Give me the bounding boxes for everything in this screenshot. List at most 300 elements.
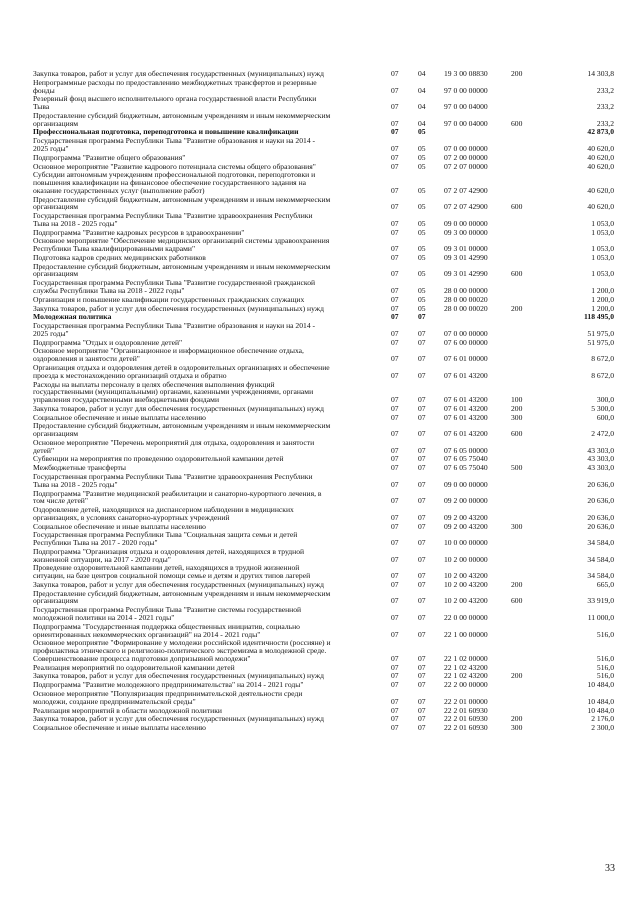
table-row xyxy=(0,564,639,580)
amount: 10 484,0 xyxy=(587,680,614,690)
section-code: 07 xyxy=(391,454,399,464)
row-name: Предоставление субсидий бюджетным, автономным учреждениям и иным некоммерческим организациям xyxy=(33,194,331,212)
table-row xyxy=(0,464,639,472)
amount: 40 620,0 xyxy=(587,152,614,162)
target-article-code: 07 6 05 75040 xyxy=(444,463,488,473)
amount: 34 584,0 xyxy=(587,538,614,548)
table-row xyxy=(0,473,639,489)
target-article-code: 09 3 01 42990 xyxy=(444,253,488,262)
expense-type-code: 200 xyxy=(511,69,523,78)
section-code: 07 xyxy=(391,337,399,347)
amount: 516,0 xyxy=(596,629,614,639)
row-name: Государственная программа Республики Тыва "Развитие системы государственной молодежной политики на 2014 - 2021 годы" xyxy=(33,605,302,623)
row-name: Оздоровление детей, находящихся на диспансерном наблюдении в медицинских организациях, в условиях санаторно-курортных учреждений xyxy=(33,505,294,522)
row-name: Непрограммные расходы по предоставлению межбюджетных трансфертов и резервные фонды xyxy=(33,77,317,95)
target-article-code: 07 6 01 43200 xyxy=(444,395,488,405)
row-name: Государственная программа Республики Тыва "Развитие здравоохранения Республики Тыва на 2018 - 2025 годы" xyxy=(33,211,313,228)
target-article-code: 22 2 01 60930 xyxy=(444,705,488,715)
target-article-code: 22 1 02 43200 xyxy=(444,671,488,681)
table-row xyxy=(0,296,639,304)
table-row xyxy=(0,137,639,153)
amount: 2 472,0 xyxy=(591,429,614,439)
row-name: Организация отдыха и оздоровления детей в оздоровительных организациях и обеспечение проезда к местонахождению организаций отдыха и обратно xyxy=(33,362,330,380)
subsection-code: 07 xyxy=(418,538,426,548)
section-code: 07 xyxy=(391,294,399,304)
subsection-code: 07 xyxy=(418,445,426,455)
target-article-code: 07 6 05 75040 xyxy=(444,454,488,464)
table-row xyxy=(0,681,639,689)
subsection-code: 07 xyxy=(418,328,426,338)
row-name: Основное мероприятие "Организационное и информационное обеспечение отдыха, оздоровления и занятости детей" xyxy=(33,346,304,364)
target-article-code: 97 0 00 04000 xyxy=(444,102,488,112)
row-name: Реализация мероприятий в области молодежной политики xyxy=(33,705,222,715)
row-name: Предоставление субсидий бюджетным, автономным учреждениям и иным некоммерческим организациям xyxy=(33,110,331,128)
amount: 516,0 xyxy=(596,653,614,663)
target-article-code: 09 3 01 00000 xyxy=(444,244,488,254)
target-article-code: 10 2 00 43200 xyxy=(444,571,488,581)
section-code: 07 xyxy=(391,286,399,296)
section-code: 07 xyxy=(391,253,399,262)
row-name: Подпрограмма "Организация отдыха и оздоровления детей, находящихся в трудной жизненной ситуации, на 2017 - 2020 годы" xyxy=(33,546,305,564)
subsection-code: 07 xyxy=(418,312,426,322)
target-article-code: 22 1 02 43200 xyxy=(444,662,488,672)
subsection-code: 07 xyxy=(418,705,426,715)
table-row xyxy=(0,623,639,639)
subsection-code: 07 xyxy=(418,403,426,413)
row-name: Организация и повышение квалификации государственных гражданских служащих xyxy=(33,294,305,304)
target-article-code: 22 2 01 60930 xyxy=(444,723,488,732)
expense-type-code: 200 xyxy=(511,714,523,724)
section-code: 07 xyxy=(391,354,399,364)
table-row xyxy=(0,254,639,262)
subsection-code: 05 xyxy=(418,303,426,313)
row-name: Социальное обеспечение и иные выплаты населению xyxy=(33,412,206,422)
target-article-code: 10 2 00 43200 xyxy=(444,580,488,589)
amount: 40 620,0 xyxy=(587,202,614,212)
subsection-code: 07 xyxy=(418,662,426,672)
row-name: Субсидии автономным учреждениям профессиональной подготовки, переподготовки и повышения квалификации на финансовое обеспечение государственного задания на оказание государственных услуг (выполнение работ) xyxy=(33,170,316,195)
table-row xyxy=(0,196,639,212)
subsection-code: 05 xyxy=(418,218,426,228)
row-name: Молодежная политика xyxy=(33,312,112,322)
table-row xyxy=(0,490,639,506)
table-row xyxy=(0,672,639,680)
amount: 1 053,0 xyxy=(591,244,614,254)
amount: 51 975,0 xyxy=(587,328,614,338)
section-code: 07 xyxy=(391,496,399,506)
row-name: Основное мероприятие "Перечень мероприятий для отдыха, оздоровления и занятости детей" xyxy=(33,437,315,455)
subsection-code: 07 xyxy=(418,337,426,347)
row-name: Подпрограмма "Развитие молодежного предпринимательства" на 2014 - 2021 годы" xyxy=(33,680,304,690)
table-row xyxy=(0,422,639,438)
subsection-code: 07 xyxy=(418,479,426,489)
amount: 1 053,0 xyxy=(591,269,614,279)
section-code: 07 xyxy=(391,127,399,137)
expense-type-code: 600 xyxy=(511,118,523,128)
table-row xyxy=(0,322,639,338)
subsection-code: 07 xyxy=(418,629,426,639)
amount: 43 303,0 xyxy=(587,463,614,473)
row-name: Подпрограмма "Развитие кадровых ресурсов в здравоохранении" xyxy=(33,227,245,237)
amount: 8 672,0 xyxy=(591,354,614,364)
amount: 20 636,0 xyxy=(587,479,614,489)
subsection-code: 05 xyxy=(418,244,426,254)
subsection-code: 07 xyxy=(418,412,426,422)
amount: 10 484,0 xyxy=(587,705,614,715)
target-article-code: 07 6 01 43200 xyxy=(444,412,488,422)
section-code: 07 xyxy=(391,479,399,489)
subsection-code: 07 xyxy=(418,512,426,522)
target-article-code: 07 0 00 00000 xyxy=(444,328,488,338)
subsection-code: 04 xyxy=(418,69,426,78)
row-name: Основное мероприятие "Обеспечение медицинских организаций системы здравоохранения Республики Тыва квалифицированными кадрами" xyxy=(33,236,330,254)
amount: 34 584,0 xyxy=(587,571,614,581)
row-name: Подпрограмма "Развитие медицинской реабилитации и санаторно-курортного лечения, в том числе детей" xyxy=(33,488,322,506)
target-article-code: 09 3 00 00000 xyxy=(444,227,488,237)
subsection-code: 07 xyxy=(418,714,426,724)
target-article-code: 22 2 00 00000 xyxy=(444,680,488,690)
target-article-code: 09 0 00 00000 xyxy=(444,218,488,228)
amount: 118 495,0 xyxy=(584,312,614,322)
table-row xyxy=(0,70,639,78)
table-row xyxy=(0,313,639,321)
expense-type-code: 200 xyxy=(511,671,523,681)
subsection-code: 07 xyxy=(418,554,426,564)
amount: 40 620,0 xyxy=(587,185,614,195)
subsection-code: 07 xyxy=(418,496,426,506)
row-name: Закупка товаров, работ и услуг для обеспечения государственных (муниципальных) нужд xyxy=(33,69,324,78)
subsection-code: 07 xyxy=(418,571,426,581)
table-row xyxy=(0,263,639,279)
row-name: Подготовка кадров средних медицинских работников xyxy=(33,253,206,262)
target-article-code: 22 1 00 00000 xyxy=(444,629,488,639)
expense-type-code: 200 xyxy=(511,403,523,413)
table-row xyxy=(0,414,639,422)
target-article-code: 22 2 01 60930 xyxy=(444,714,488,724)
table-row xyxy=(0,381,639,404)
amount: 1 053,0 xyxy=(591,218,614,228)
target-article-code: 07 2 07 42900 xyxy=(444,185,488,195)
subsection-code: 05 xyxy=(418,202,426,212)
amount: 33 919,0 xyxy=(587,596,614,606)
amount: 1 053,0 xyxy=(591,253,614,262)
expense-type-code: 100 xyxy=(511,395,523,405)
table-row xyxy=(0,237,639,253)
target-article-code: 10 2 00 00000 xyxy=(444,554,488,564)
row-name: Предоставление субсидий бюджетным, автономным учреждениям и иным некоммерческим организациям xyxy=(33,588,331,606)
target-article-code: 09 2 00 43200 xyxy=(444,512,488,522)
subsection-code: 07 xyxy=(418,596,426,606)
row-name: Расходы на выплаты персоналу в целях обеспечения выполнения функций государственными (муниципальными) органами, казенными учреждениями, органами управления государственными внебюджетными фондами xyxy=(33,379,314,405)
target-article-code: 22 1 02 00000 xyxy=(444,653,488,663)
table-row xyxy=(0,548,639,564)
amount: 516,0 xyxy=(596,671,614,681)
expense-type-code: 600 xyxy=(511,596,523,606)
row-name: Государственная программа Республики Тыва "Развитие образования и науки на 2014 - 2025 годы" xyxy=(33,136,316,153)
target-article-code: 09 3 01 42990 xyxy=(444,269,488,279)
subsection-code: 07 xyxy=(418,653,426,663)
table-row xyxy=(0,506,639,522)
table-row xyxy=(0,664,639,672)
subsection-code: 07 xyxy=(418,429,426,439)
section-code: 07 xyxy=(391,429,399,439)
amount: 2 300,0 xyxy=(591,723,614,732)
row-name: Основное мероприятие "Популяризация предпринимательской деятельности среди молодежи, создание предпринимательской среды" xyxy=(33,688,303,706)
expense-type-code: 600 xyxy=(511,269,523,279)
expense-type-code: 300 xyxy=(511,521,523,531)
amount: 51 975,0 xyxy=(587,337,614,347)
target-article-code: 07 2 00 00000 xyxy=(444,152,488,162)
section-code: 07 xyxy=(391,554,399,564)
amount: 1 053,0 xyxy=(591,227,614,237)
section-code: 07 xyxy=(391,445,399,455)
subsection-code: 07 xyxy=(418,613,426,623)
table-row xyxy=(0,639,639,662)
section-code: 07 xyxy=(391,662,399,672)
section-code: 07 xyxy=(391,671,399,681)
target-article-code: 09 0 00 00000 xyxy=(444,479,488,489)
table-row xyxy=(0,163,639,171)
subsection-code: 04 xyxy=(418,118,426,128)
row-name: Государственная программа Республики Тыва "Социальная защита семьи и детей Республики Тыва на 2017 - 2020 годы" xyxy=(33,530,298,548)
table-row xyxy=(0,707,639,715)
section-code: 07 xyxy=(391,680,399,690)
subsection-code: 07 xyxy=(418,463,426,473)
section-code: 07 xyxy=(391,85,399,95)
section-code: 07 xyxy=(391,653,399,663)
target-article-code: 10 2 00 43200 xyxy=(444,596,488,606)
section-code: 07 xyxy=(391,571,399,581)
page-number: 33 xyxy=(605,863,615,874)
subsection-code: 07 xyxy=(418,580,426,589)
subsection-code: 07 xyxy=(418,680,426,690)
row-name: Государственная программа Республики Тыва "Развитие здравоохранения Республики Тыва на 2018 - 2025 годы" xyxy=(33,471,313,489)
table-row xyxy=(0,347,639,363)
table-row xyxy=(0,581,639,589)
amount: 40 620,0 xyxy=(587,161,614,171)
amount: 300,0 xyxy=(596,395,614,405)
amount: 600,0 xyxy=(596,412,614,422)
table-row xyxy=(0,279,639,295)
table-row xyxy=(0,724,639,732)
row-name: Закупка товаров, работ и услуг для обеспечения государственных (муниципальных) нужд xyxy=(33,303,324,313)
section-code: 07 xyxy=(391,202,399,212)
expense-type-code: 200 xyxy=(511,580,523,589)
target-article-code: 28 0 00 00020 xyxy=(444,294,488,304)
row-name: Основное мероприятие "Развитие кадрового потенциала системы общего образования" xyxy=(33,161,316,171)
amount: 20 636,0 xyxy=(587,512,614,522)
table-row xyxy=(0,531,639,547)
target-article-code: 07 6 01 43200 xyxy=(444,403,488,413)
expense-type-code: 600 xyxy=(511,429,523,439)
section-code: 07 xyxy=(391,328,399,338)
target-article-code: 07 0 00 00000 xyxy=(444,143,488,153)
section-code: 07 xyxy=(391,185,399,195)
row-name: Резервный фонд высшего исполнительного органа государственной власти Республики Тыва xyxy=(33,94,317,112)
table-row xyxy=(0,171,639,194)
target-article-code: 07 6 01 43200 xyxy=(444,429,488,439)
subsection-code: 07 xyxy=(418,395,426,405)
subsection-code: 07 xyxy=(418,696,426,706)
row-name: Подпрограмма "Развитие общего образования" xyxy=(33,152,186,162)
amount: 233,2 xyxy=(596,118,614,128)
table-row xyxy=(0,305,639,313)
table-row xyxy=(0,405,639,413)
table-row xyxy=(0,590,639,606)
subsection-code: 05 xyxy=(418,185,426,195)
subsection-code: 07 xyxy=(418,521,426,531)
amount: 40 620,0 xyxy=(587,143,614,153)
section-code: 07 xyxy=(391,227,399,237)
table-row xyxy=(0,455,639,463)
amount: 43 303,0 xyxy=(587,445,614,455)
row-name: Межбюджетные трансферты xyxy=(33,463,126,473)
section-code: 07 xyxy=(391,69,399,78)
expense-type-code: 300 xyxy=(511,723,523,732)
table-row xyxy=(0,364,639,380)
amount: 11 000,0 xyxy=(587,613,614,623)
subsection-code: 05 xyxy=(418,143,426,153)
expense-type-code: 300 xyxy=(511,412,523,422)
subsection-code: 05 xyxy=(418,294,426,304)
target-article-code: 97 0 00 00000 xyxy=(444,85,488,95)
row-name: Субвенции на мероприятия по проведению оздоровительной кампании детей xyxy=(33,454,284,464)
section-code: 07 xyxy=(391,705,399,715)
row-name: Предоставление субсидий бюджетным, автономным учреждениям и иным некоммерческим организациям xyxy=(33,421,331,439)
row-name: Закупка товаров, работ и услуг для обеспечения государственных (муниципальных) нужд xyxy=(33,714,324,724)
target-article-code: 07 6 00 00000 xyxy=(444,337,488,347)
row-name: Социальное обеспечение и иные выплаты населению xyxy=(33,521,206,531)
row-name: Государственная программа Республики Тыва "Развитие государственной гражданской службы Республики Тыва на 2018 - 2022 годы" xyxy=(33,278,316,296)
section-code: 07 xyxy=(391,521,399,531)
section-code: 07 xyxy=(391,580,399,589)
row-name: Социальное обеспечение и иные выплаты населению xyxy=(33,723,206,732)
target-article-code: 07 6 01 43200 xyxy=(444,370,488,380)
amount: 1 200,0 xyxy=(591,303,614,313)
target-article-code: 97 0 00 04000 xyxy=(444,118,488,128)
subsection-code: 05 xyxy=(418,286,426,296)
section-code: 07 xyxy=(391,152,399,162)
section-code: 07 xyxy=(391,714,399,724)
amount: 42 873,0 xyxy=(587,127,614,137)
amount: 10 484,0 xyxy=(587,696,614,706)
section-code: 07 xyxy=(391,596,399,606)
section-code: 07 xyxy=(391,412,399,422)
subsection-code: 05 xyxy=(418,253,426,262)
section-code: 07 xyxy=(391,269,399,279)
section-code: 07 xyxy=(391,244,399,254)
table-row xyxy=(0,154,639,162)
target-article-code: 07 6 05 00000 xyxy=(444,445,488,455)
target-article-code: 07 2 07 00000 xyxy=(444,161,488,171)
section-code: 07 xyxy=(391,395,399,405)
target-article-code: 28 0 00 00020 xyxy=(444,303,488,313)
section-code: 07 xyxy=(391,512,399,522)
subsection-code: 07 xyxy=(418,354,426,364)
row-name: Подпрограмма "Государственная поддержка общественных инициатив, социально ориентированных некоммерческих организаций" на 2014 - 2021 годы" xyxy=(33,621,300,639)
table-row xyxy=(0,606,639,622)
table-row xyxy=(0,715,639,723)
section-code: 07 xyxy=(391,370,399,380)
expense-type-code: 500 xyxy=(511,463,523,473)
amount: 233,2 xyxy=(596,102,614,112)
subsection-code: 07 xyxy=(418,723,426,732)
amount: 1 200,0 xyxy=(591,294,614,304)
amount: 2 176,0 xyxy=(591,714,614,724)
amount: 14 303,8 xyxy=(587,69,614,78)
target-article-code: 10 0 00 00000 xyxy=(444,538,488,548)
amount: 20 636,0 xyxy=(587,521,614,531)
section-code: 07 xyxy=(391,538,399,548)
table-row xyxy=(0,79,639,95)
table-row xyxy=(0,439,639,455)
section-code: 07 xyxy=(391,218,399,228)
subsection-code: 04 xyxy=(418,85,426,95)
section-code: 07 xyxy=(391,613,399,623)
section-code: 07 xyxy=(391,696,399,706)
amount: 8 672,0 xyxy=(591,370,614,380)
amount: 665,0 xyxy=(596,580,614,589)
subsection-code: 07 xyxy=(418,370,426,380)
row-name: Профессиональная подготовка, переподготовка и повышение квалификации xyxy=(33,127,299,137)
amount: 516,0 xyxy=(596,662,614,672)
table-row xyxy=(0,339,639,347)
row-name: Основное мероприятие "Формирование у молодежи российской идентичности (россияне) и профилактика этнического и религиозно-политического экстремизма в молодежной среде. Совершенствование процесса подготовки допризывной молодежи" xyxy=(33,638,331,663)
subsection-code: 05 xyxy=(418,127,426,137)
row-name: Предоставление субсидий бюджетным, автономным учреждениям и иным некоммерческим организациям xyxy=(33,261,331,279)
row-name: Государственная программа Республики Тыва "Развитие образования и науки на 2014 - 2025 годы" xyxy=(33,321,316,338)
target-article-code: 07 6 01 00000 xyxy=(444,354,488,364)
row-name: Закупка товаров, работ и услуг для обеспечения государственных (муниципальных) нужд xyxy=(33,580,324,589)
amount: 34 584,0 xyxy=(587,554,614,564)
target-article-code: 09 2 00 00000 xyxy=(444,496,488,506)
amount: 233,2 xyxy=(596,85,614,95)
subsection-code: 05 xyxy=(418,227,426,237)
section-code: 07 xyxy=(391,118,399,128)
subsection-code: 07 xyxy=(418,671,426,681)
row-name: Закупка товаров, работ и услуг для обеспечения государственных (муниципальных) нужд xyxy=(33,671,324,681)
target-article-code: 22 0 00 00000 xyxy=(444,613,488,623)
table-row xyxy=(0,95,639,111)
row-name: Подпрограмма "Отдых и оздоровление детей" xyxy=(33,337,183,347)
row-name: Закупка товаров, работ и услуг для обеспечения государственных (муниципальных) нужд xyxy=(33,403,324,413)
target-article-code: 22 2 01 00000 xyxy=(444,696,488,706)
subsection-code: 07 xyxy=(418,454,426,464)
target-article-code: 28 0 00 00000 xyxy=(444,286,488,296)
section-code: 07 xyxy=(391,723,399,732)
subsection-code: 05 xyxy=(418,152,426,162)
section-code: 07 xyxy=(391,303,399,313)
amount: 1 200,0 xyxy=(591,286,614,296)
section-code: 07 xyxy=(391,463,399,473)
section-code: 07 xyxy=(391,312,399,322)
target-article-code: 07 2 07 42900 xyxy=(444,202,488,212)
row-name: Проведение оздоровительной кампании детей, находящихся в трудной жизненной ситуации, на базе центров социальной помощи семье и детям и других типов лагерей xyxy=(33,563,311,581)
amount: 20 636,0 xyxy=(587,496,614,506)
table-row xyxy=(0,128,639,136)
table-row xyxy=(0,523,639,531)
expense-type-code: 600 xyxy=(511,202,523,212)
section-code: 07 xyxy=(391,143,399,153)
table-row xyxy=(0,212,639,228)
subsection-code: 04 xyxy=(418,102,426,112)
section-code: 07 xyxy=(391,403,399,413)
row-name: Реализация мероприятий по оздоровительной кампании детей xyxy=(33,662,235,672)
target-article-code: 09 2 00 43200 xyxy=(444,521,488,531)
subsection-code: 05 xyxy=(418,161,426,171)
table-row xyxy=(0,112,639,128)
section-code: 07 xyxy=(391,102,399,112)
